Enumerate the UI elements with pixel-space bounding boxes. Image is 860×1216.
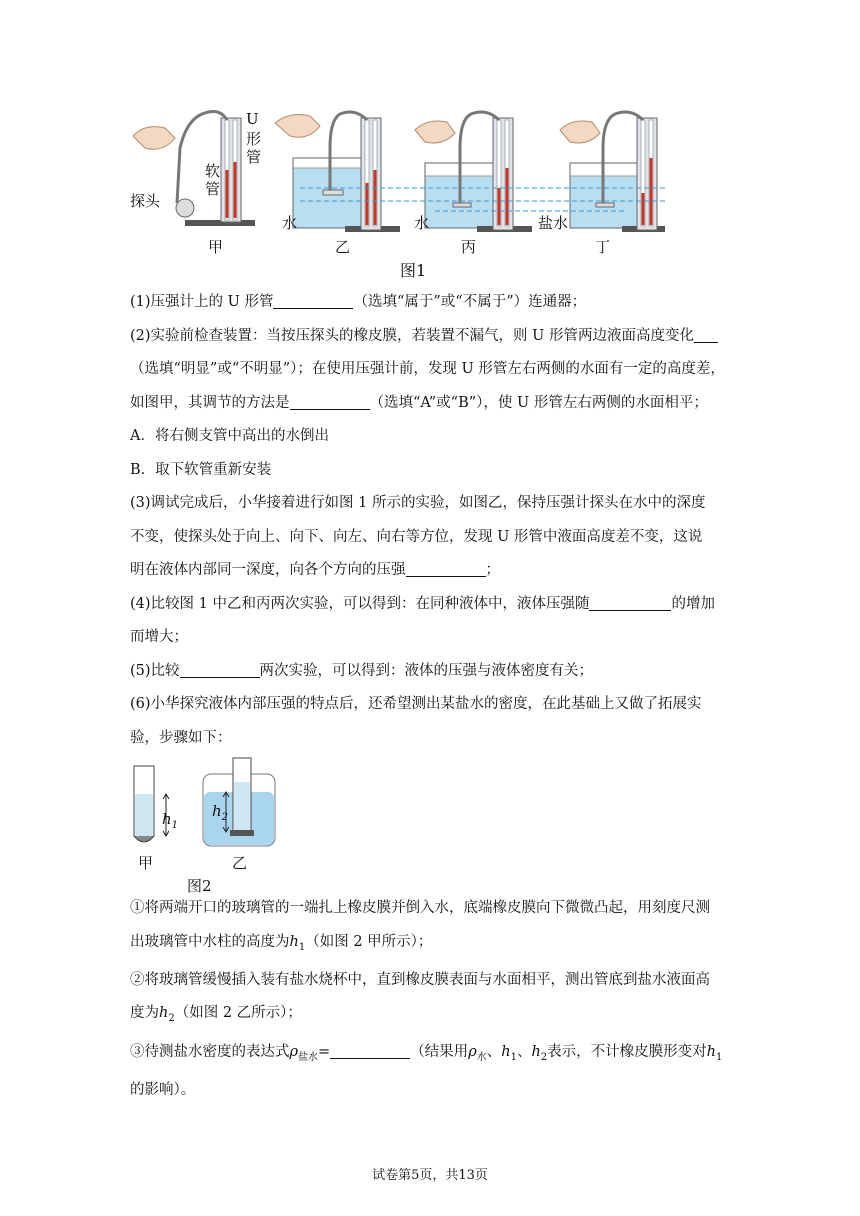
figure-2-caption: 图2: [187, 877, 212, 895]
label-guan-2: 管: [205, 180, 221, 198]
question-3-line-1: (3)调试完成后，小华接着进行如图 1 所示的实验，如图乙，保持压强计探头在水中的深度: [130, 495, 706, 511]
option-a: A．将右侧支管中高出的水倒出: [130, 428, 329, 444]
answer-blank-6[interactable]: [330, 1042, 410, 1059]
step-1-line-2: 出玻璃管中水柱的高度为$h_1$（如图 2 甲所示）；: [130, 933, 433, 953]
question-2-line-2: （选填“明显”或“不明显”）；在使用压强计前，发现 U 形管左右两侧的水面有一定的高度差，: [130, 361, 725, 377]
h1-label: $h_1$: [162, 810, 179, 831]
step-2-line-1: ②将玻璃管缓慢插入装有盐水烧杯中，直到橡皮膜表面与水面相平，测出管底到盐水液面高: [130, 971, 710, 988]
probe-head: [176, 199, 194, 217]
label-ding: 丁: [595, 238, 611, 256]
label-probe: 探头: [130, 192, 161, 210]
option-b: B．取下软管重新安装: [130, 461, 272, 478]
step-3-line-2: 的影响）。: [130, 1082, 196, 1099]
label-salt-water: 盐水: [538, 214, 569, 232]
label-yi-2: 乙: [232, 854, 248, 872]
label-water-bing: 水: [414, 214, 430, 232]
liquid-left: [226, 170, 229, 218]
step-1-line-1: ①将两端开口的玻璃管的一端扎上橡皮膜并倒入水，底端橡皮膜向下微微凸起，用刻度尺测: [130, 900, 710, 916]
hand-icon: [133, 127, 175, 150]
apparatus-ding: [560, 112, 665, 232]
label-yi: 乙: [335, 238, 351, 256]
figure-1-illustration: [125, 108, 665, 283]
question-5: (5)比较 两次实验，可以得到：液体的压强与液体密度有关；: [130, 662, 594, 679]
question-4-line-1: (4)比较图 1 中乙和丙两次实验，可以得到：在同种液体中，液体压强随 的增加: [130, 595, 715, 612]
label-guan: 管: [246, 148, 262, 166]
apparatus-bing: [415, 112, 532, 232]
answer-blank-2a[interactable]: [694, 326, 718, 343]
question-2-line-1: (2)实验前检查装置：当按压探头的橡皮膜，若装置不漏气，则 U 形管两边液面高度变化: [130, 320, 730, 354]
question-1: (1)压强计上的 U 形管 （选填“属于”或“不属于”）连通器；: [130, 294, 587, 310]
question-4-line-2: 而增大；: [130, 629, 188, 645]
question-6-line-2: 验，步骤如下：: [130, 729, 232, 746]
label-water-yi: 水: [282, 214, 298, 232]
question-2-line-3: 如图甲，其调节的方法是 （选填“A”或“B”），使 U 形管左右两侧的水面相平；: [130, 394, 708, 411]
hand-icon: [415, 121, 455, 143]
figure-1-caption: 图1: [400, 261, 427, 280]
answer-blank-2b[interactable]: [290, 393, 370, 410]
page-footer: 试卷第5页，共13页: [372, 1168, 488, 1183]
question-6-line-1: (6)小华探究液体内部压强的特点后，还希望测出某盐水的密度，在此基础上又做了拓展实: [130, 696, 702, 712]
question-3-line-2: 不变，使探头处于向上、向下、向左、向右等方位，发现 U 形管中液面高度差不变，这说: [130, 528, 703, 545]
answer-blank-3[interactable]: [406, 560, 486, 577]
steps-block: [130, 892, 730, 1108]
stand-base: [185, 220, 255, 226]
answer-blank-5[interactable]: [180, 661, 260, 678]
hand-icon: [275, 115, 320, 138]
step-3-line-1: ③待测盐水密度的表达式$\rho_{盐水}=$ （结果用$\rho_水$、$h_1$、$h_2$表示，不计橡皮膜形变对$h_1$: [130, 1043, 723, 1063]
liquid-right: [234, 162, 237, 218]
label-xing: 形: [246, 130, 262, 148]
questions-block: [130, 286, 730, 755]
label-bing: 丙: [461, 238, 477, 256]
figure-2-illustration: [128, 752, 298, 877]
hand-icon: [560, 121, 600, 143]
label-jia-2: 甲: [138, 854, 154, 872]
answer-blank-1[interactable]: [273, 292, 353, 309]
step-2-line-2: 度为$h_2$（如图 2 乙所示）；: [130, 1005, 302, 1025]
question-3-line-3: 明在液体内部同一深度，向各个方向的压强 ；: [130, 562, 500, 578]
h2-label: $h_2$: [212, 802, 229, 823]
label-ruan: 软: [205, 162, 221, 180]
u-tube-board: [221, 118, 241, 222]
label-jia: 甲: [208, 238, 224, 256]
answer-blank-4[interactable]: [589, 594, 671, 611]
label-u: U: [246, 110, 259, 128]
